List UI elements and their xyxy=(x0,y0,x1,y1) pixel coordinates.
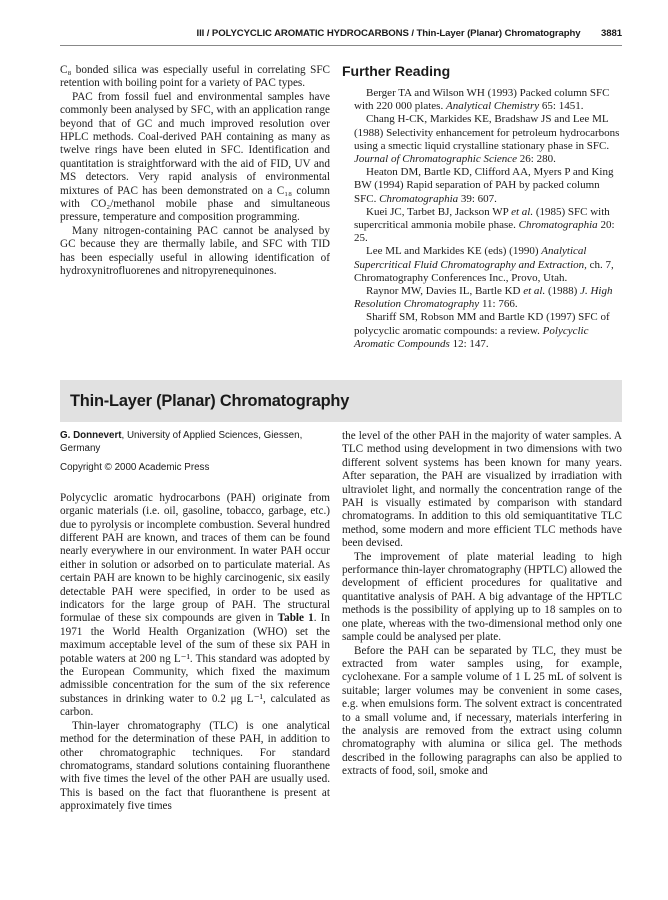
running-head xyxy=(60,28,622,46)
reference-item: Lee ML and Markides KE (eds) (1990) Analytical Supercritical Fluid Chromatography and Extraction, ch. 7, Chromatography Conferences Inc., Provo, Utah. xyxy=(354,245,614,284)
table-reference: Table 1 xyxy=(277,612,314,625)
paragraph: Many nitrogen-containing PAC cannot be analysed by GC because they are thermally labile, and SFC with TID has been especially useful in allowing identification of hydroxynitrofluorenes and nitropyrenequinones. xyxy=(60,224,330,278)
bottom-left-column xyxy=(60,430,330,814)
paragraph: PAC from fossil fuel and environmental samples have commonly been analysed by SFC, with an application range beyond that of GC and much improved resolution over HPLC methods. Coal-derived PAH containing as many as twelve rings have been eluted in SFC. Identification and quantitation is straightforward with the aid of FID, UV and MS detectors. Very rapid analysis of environmental mixtures of PAC has been demonstrated on a C₁₈ column with CO₂/methanol mobile phase and simultaneous pressure, temperature and composition programming. xyxy=(60,90,330,224)
author-name: G. Donnevert xyxy=(60,430,122,441)
paragraph: C₈ bonded silica was especially useful in correlating SFC retention with boiling point for a variety of PAC types. xyxy=(60,64,330,90)
further-reading-heading: Further Reading xyxy=(342,63,451,79)
running-head-title: III / POLYCYCLIC AROMATIC HYDROCARBONS / Thin-Layer (Planar) Chromatography xyxy=(196,28,581,39)
reference-item: Berger TA and Wilson WH (1993) Packed column SFC with 220 000 plates. Analytical Chemistry 65: 1451. xyxy=(354,87,610,113)
copyright: Copyright © 2000 Academic Press xyxy=(60,462,210,474)
section-title: Thin-Layer (Planar) Chromatography xyxy=(70,392,350,410)
author-block xyxy=(60,430,330,475)
top-left-column xyxy=(60,64,330,279)
section-banner xyxy=(60,380,622,422)
reference-item: Raynor MW, Davies IL, Bartle KD et al. (1988) J. High Resolution Chromatography 11: 766. xyxy=(354,285,613,311)
paragraph: Polycyclic aromatic hydrocarbons (PAH) originate from organic materials (i.e. oil, gasoline, tobacco, garbage, etc.) due to pyrolysis or incomplete combustion. Several hundred different PAH are known, and traces of them can be found nearly everywhere in our environment. In water PAH occur either in solution or adsorbed on to particulate material. As certain PAH are known to be highly carcinogenic, six easily detectable PAH were specified, in order to be used as indicators for the large group of PAH. The structural formulae of these six compounds are given in Table 1. In 1971 the World Health Organization (WHO) set the maximum acceptable level of the sum of these six PAH in potable waters at 200 ng L⁻¹. This standard was adopted by the European Community, which fixed the maximum admissible concentration for the sum of the six reference substances in drinking water to 0.2 μg L⁻¹, calculated as carbon. xyxy=(60,491,330,719)
bottom-right-column xyxy=(342,430,622,779)
paragraph: Thin-layer chromatography (TLC) is one analytical method for the determination of these PAH, in addition to other chromatographic techniques. For standard chromatograms, standard solutions containing fluoranthene with five times the level of the other PAH are usually used. This is based on the fact that fluoranthene is present at approximately five times xyxy=(60,719,330,813)
reference-item: Shariff SM, Robson MM and Bartle KD (1997) SFC of polycyclic aromatic compounds: a review. Polycyclic Aromatic Compounds 12: 147. xyxy=(354,311,610,350)
page-number: 3881 xyxy=(601,28,622,39)
reference-item: Chang H-CK, Markides KE, Bradshaw JS and Lee ML (1988) Selectivity enhancement for petroleum hydrocarbons using a smectic liquid crystalline stationary phase in SFC. Journal of Chromatographic Science 26: 280. xyxy=(354,113,620,166)
affiliation: , University of Applied Sciences, Giessen, Germany xyxy=(60,430,303,454)
reference-item: Kuei JC, Tarbet BJ, Jackson WP et al. (1985) SFC with supercritical ammonia mobile phase. Chromatographia 20: 25. xyxy=(354,205,615,245)
paragraph: The improvement of plate material leading to high performance thin-layer chromatography (HPTLC) allowed the development of efficient procedures for qualitative and quantitative analysis of PAH. A big advantage of the HPTLC methods is the possibility of applying up to 18 samples on to one plate, whereas with the two-dimensional method only one sample could be analysed per plate. xyxy=(342,550,622,644)
paragraph: the level of the other PAH in the majority of water samples. A TLC method using development in two dimensions with two different solvent systems has been known for many years. After separation, the PAH are visualized by irradiation with ultraviolet light, and normally the concentration range of the PAH is visually estimated by comparison with standard chromatograms. In addition to this old semiquantitative TLC method, some modern and more efficient TLC methods have been devised. xyxy=(342,430,622,550)
further-reading xyxy=(342,64,622,351)
reference-item: Heaton DM, Bartle KD, Clifford AA, Myers P and King BW (1994) Rapid separation of PAH by packed column SFC. Chromatographia 39: 607. xyxy=(354,166,614,205)
paragraph: Before the PAH can be separated by TLC, they must be extracted from water samples using, for example, cyclohexane. For a sample volume of 1 L 25 mL of solvent is suitable; larger volumes may be convenient in some cases, e.g. when emulsions form. The solvent extract is concentrated to a small volume and, if necessary, materials interfering in the analysis are removed from the extract using column chromatography with alumina or silica gel. The methods described in the following paragraphs can also be applied to extracts of food, soil, smoke and xyxy=(342,644,622,778)
